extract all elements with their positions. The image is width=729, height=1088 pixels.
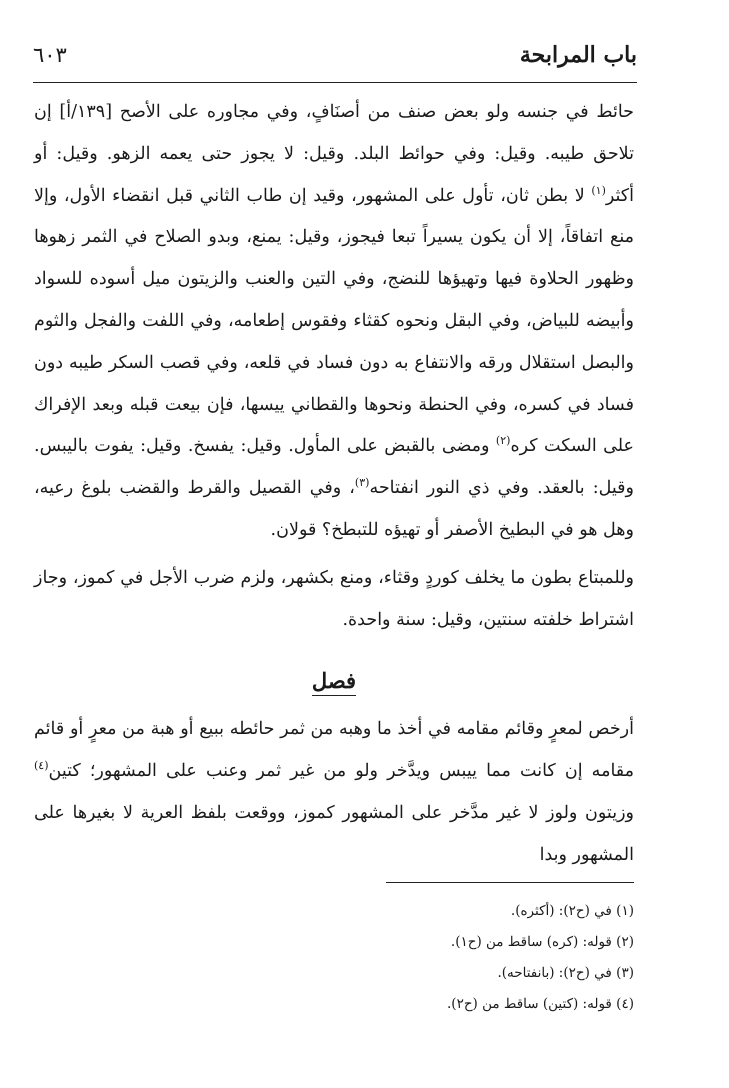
page-number: ٦٠٣ (33, 43, 67, 67)
footnote-divider (386, 882, 634, 883)
section-title: فصل (312, 668, 356, 696)
text-run: حائط في جنسه ولو بعض صنف من أصنَافٍ، وفي مجاوره على الأصح [١٣٩/أ] إن تلاحق طيبه. وقيل: وفي حوائط البلد. وقيل: لا يجوز حتى يعمه الزهو. وقيل: أو أكثر (34, 102, 634, 206)
footnote-1: (١) في (ح٢): (أكثره). (510, 903, 634, 919)
footnote-ref-2[interactable]: (٢) (495, 434, 511, 448)
main-text (34, 92, 634, 877)
text-run: لا بطن ثان، تأول على المشهور، وقيد إن طاب الثاني قبل انقضاء الأول، وإلا منع اتفاقاً، إلا أن يكون يسيراً تبعا فيجوز، وقيل: يمنع، وبدو الصلاح في الثمر زهوها وظهور الحلاوة فيها وتهيؤها للنضج، وفي التين والعنب والزيتون ميل أسوده للسواد وأبيضه للبياض، وفي البقل ونحوه كقثاء وفقوس إطعامه، وفي اللفت والفجل والثوم والبصل استقلال ورقه والانتفاع به دون فساد في قلعه، وفي قصب السكر طيبه دون فساد في كسره، وفي الحنطة ونحوها والقطاني ييسها، فإن بيعت قبله وبعد الإفراك على السكت كره (34, 185, 634, 457)
paragraph-1 (34, 92, 634, 552)
footnote-ref-4[interactable]: (٤) (34, 759, 49, 773)
text-run: ومضى بالقبض على المأول. وقيل: يفسخ. وقيل: يفوت باليبس. وقيل: بالعقد. وفي ذي النور انفتاحه (34, 436, 634, 499)
paragraph-2: وللمبتاع بطون ما يخلف كوردٍ وقثاء، ومنع بكشهر، ولزم ضرب الأجل في كموز، وجاز اشتراط خلفته سنتين، وقيل: سنة واحدة. (34, 567, 634, 630)
footnote-3: (٣) في (ح٢): (بانفتاحه). (497, 965, 634, 981)
section-heading (34, 661, 634, 701)
footnote-ref-1[interactable]: (١) (591, 183, 606, 197)
footnote-4: (٤) قوله: (كتين) ساقط من (ح٢). (447, 996, 634, 1012)
text-run: ، وفي القصيل والقرط والقضب بلوغ رعيه، وهل هو في البطيخ الأصفر أو تهيؤه للتبطخ؟ قولان. (34, 478, 634, 540)
header-divider (33, 82, 637, 83)
footnotes (34, 896, 634, 1020)
footnote-2: (٢) قوله: (كره) ساقط من (ح١). (450, 934, 634, 950)
page-header (33, 34, 637, 76)
footnote-ref-3[interactable]: (٣) (354, 476, 370, 490)
paragraph-3 (34, 709, 634, 876)
chapter-title: باب المرابحة (519, 42, 637, 68)
text-run: أرخص لمعرٍ وقائم مقامه في أخذ ما وهبه من ثمر حائطه ببيع أو هبة من معرٍ أو قائم مقامه إن كانت مما ييبس ويدَّخر ولو من غير ثمر وعنب على المشهور؛ كتين (34, 719, 634, 782)
text-run: وزيتون ولوز لا غير مدَّخر على المشهور كموز، ووقعت بلفظ العرية لا بغيرها على المشهور وبدا (34, 802, 634, 865)
